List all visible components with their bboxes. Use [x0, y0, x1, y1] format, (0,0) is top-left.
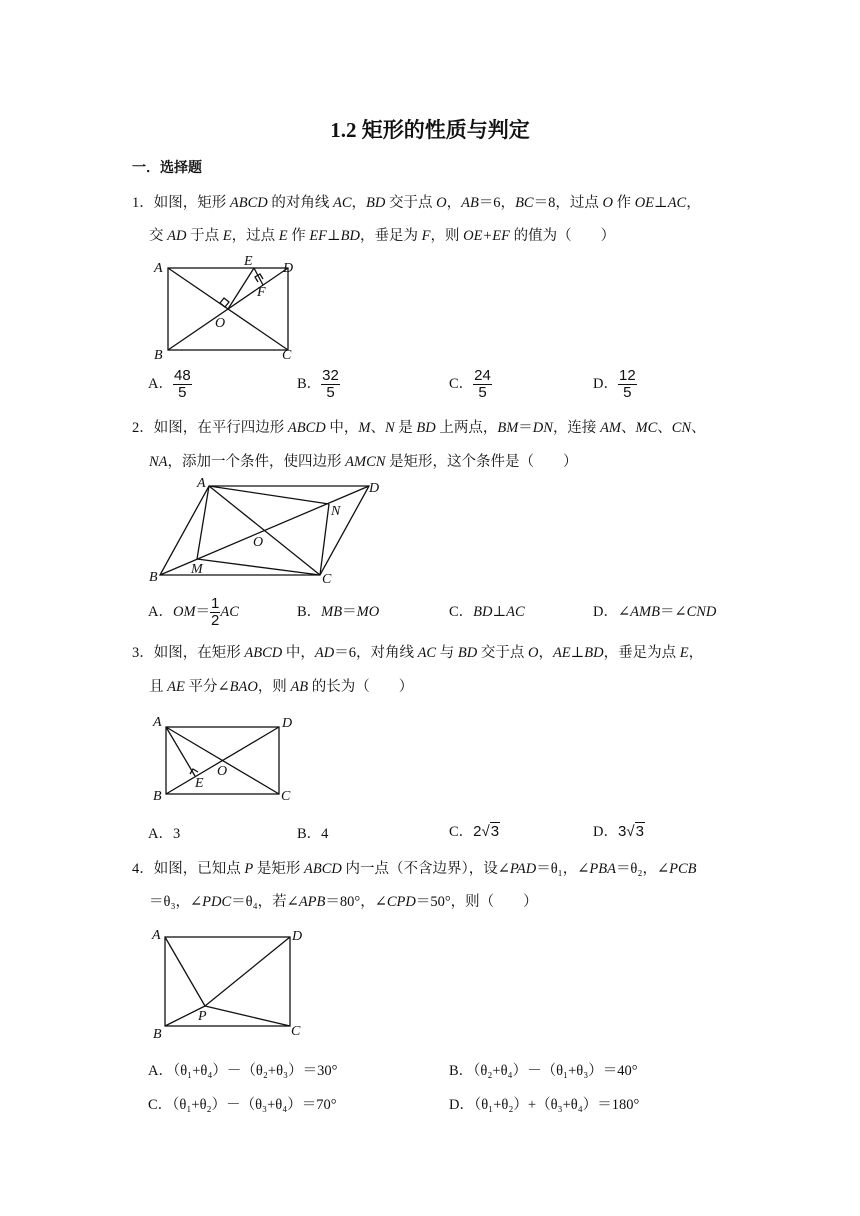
q1-option-c[interactable]: C． $\frac{24}{5}$ — [449, 367, 491, 401]
q3-figure — [148, 710, 303, 805]
q1-figure — [148, 252, 308, 364]
q4-label-a: A — [152, 928, 161, 943]
q3-line1: 3．如图，在矩形 ABCD 中，AD＝6，对角线 AC 与 BD 交于点 O，AE⊥BD，垂足为点 E， — [132, 645, 704, 661]
q3-label-b: B — [153, 789, 162, 804]
q4-option-c[interactable]: C．（θ₁+θ₂）－（θ₃+θ₄）＝70° — [148, 1097, 337, 1113]
q2-option-c[interactable]: C．BD⊥AC — [449, 604, 525, 620]
q1-label-f: F — [257, 285, 266, 300]
q3-line2: 且 AE 平分∠BAO，则 AB 的长为（ ） — [149, 679, 414, 695]
q4-figure — [148, 922, 308, 1042]
q3-label-e: E — [195, 776, 204, 791]
q1-right-angle-o — [220, 298, 229, 307]
q1-label-e: E — [244, 254, 253, 269]
q4-line1: 4．如图，已知点 P 是矩形 ABCD 内一点（不含边界），设∠PAD＝θ₁，∠PBA＝θ₂，∠PCB — [132, 861, 697, 877]
q2-option-a[interactable]: A．OM＝ $\frac{1}{2}$ AC — [148, 595, 239, 629]
q2-line1: 2．如图，在平行四边形 ABCD 中，M、N 是 BD 上两点，BM＝DN，连接 AM、MC、CN、 — [132, 420, 706, 436]
q2-label-c: C — [322, 572, 332, 587]
q1-option-b[interactable]: B． $\frac{32}{5}$ — [297, 367, 339, 401]
q4-option-b[interactable]: B．（θ₂+θ₄）－（θ₁+θ₃）＝40° — [449, 1063, 638, 1079]
q2-figure — [145, 474, 390, 589]
q1-label-a: A — [154, 261, 163, 276]
q1-line2: 交 AD 于点 E，过点 E 作 EF⊥BD，垂足为 F，则 OE+EF 的值为（ ） — [149, 228, 616, 244]
q4-segment-pc — [205, 1006, 290, 1026]
q4-label-c: C — [291, 1024, 301, 1039]
q2-label-a: A — [197, 476, 206, 491]
q2-label-d: D — [369, 481, 380, 496]
q2-segment-cn — [320, 504, 329, 575]
q1-label-c: C — [282, 348, 292, 363]
q2-label-o: O — [253, 535, 264, 550]
q1-line1: 1．如图，矩形 ABCD 的对角线 AC，BD 交于点 O，AB＝6，BC＝8，过点 O 作 OE⊥AC， — [132, 195, 701, 211]
q2-label-n: N — [331, 504, 341, 519]
q4-segment-pa — [165, 937, 205, 1006]
q3-option-d[interactable]: D．3√3 — [593, 823, 644, 840]
q2-segment-mc — [197, 559, 320, 575]
q4-line2: ＝θ₃，∠PDC＝θ₄，若∠APB＝80°，∠CPD＝50°，则（ ） — [149, 894, 538, 910]
q2-label-m: M — [191, 562, 203, 577]
q2-segment-na — [209, 486, 329, 504]
q2-label-b: B — [149, 570, 158, 585]
page-title: 1.2 矩形的性质与判定 — [330, 118, 530, 142]
q2-option-d[interactable]: D．∠AMB＝∠CND — [593, 604, 717, 620]
q3-label-a: A — [153, 715, 162, 730]
q2-option-b[interactable]: B．MB＝MO — [297, 604, 380, 620]
q4-label-b: B — [153, 1027, 162, 1042]
q4-label-p: P — [198, 1009, 207, 1024]
q4-label-d: D — [292, 929, 303, 944]
q3-label-c: C — [281, 789, 291, 804]
q3-option-c[interactable]: C．2√3 — [449, 823, 500, 840]
q4-option-d[interactable]: D．（θ₁+θ₂）+（θ₃+θ₄）＝180° — [449, 1097, 640, 1113]
q1-label-d: D — [283, 261, 294, 276]
q3-option-b[interactable]: B．4 — [297, 826, 329, 842]
q3-segment-ae — [166, 727, 195, 776]
q4-segment-pd — [205, 937, 290, 1006]
q3-option-a[interactable]: A．3 — [148, 826, 181, 842]
q2-line2: NA，添加一个条件，使四边形 AMCN 是矩形，这个条件是（ ） — [149, 454, 578, 470]
q3-label-d: D — [282, 716, 293, 731]
q4-rectangle — [165, 937, 290, 1026]
q1-label-b: B — [154, 348, 163, 363]
q1-option-d[interactable]: D． $\frac{12}{5}$ — [593, 367, 636, 401]
q1-label-o: O — [215, 316, 226, 331]
q4-option-a[interactable]: A．（θ₁+θ₄）－（θ₂+θ₃）＝30° — [148, 1063, 338, 1079]
q1-segment-oe — [228, 268, 254, 309]
q1-option-a[interactable]: A． $\frac{48}{5}$ — [148, 367, 191, 401]
section-heading: 一．选择题 — [132, 161, 202, 176]
q3-label-o: O — [217, 764, 228, 779]
